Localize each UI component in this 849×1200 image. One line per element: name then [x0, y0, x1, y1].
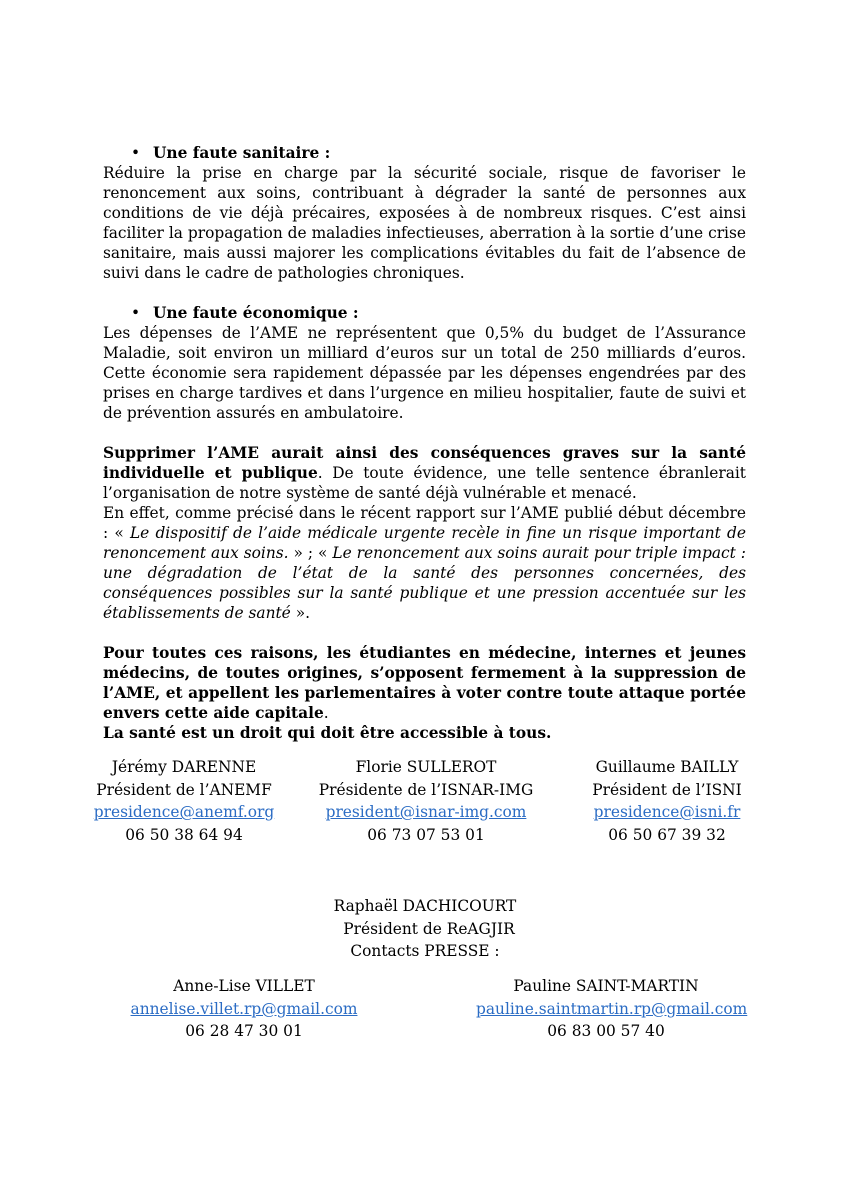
citation-lead: En effet, comme précisé dans le récent rapport sur l’AME publié début décembre : « — [103, 504, 746, 542]
press-contact-saint-martin — [476, 975, 748, 1043]
bullet-icon: • — [131, 144, 141, 162]
heading-text: Une faute sanitaire : — [153, 144, 331, 162]
press-contact-phone: 06 28 47 30 01 — [185, 1022, 303, 1040]
signatory-name: Raphaël DACHICOURT — [333, 897, 517, 915]
signatory-role: Présidente de l’ISNAR-IMG — [318, 780, 534, 799]
signatory-email-link[interactable]: president@isnar-img.com — [325, 803, 527, 821]
heading-faute-sanitaire — [103, 143, 746, 163]
signatory-role: Président de l’ANEMF — [96, 780, 272, 799]
paragraph-consequences — [103, 443, 746, 503]
press-contact-name: Pauline SAINT-MARTIN — [513, 977, 699, 995]
signatory-phone: 06 50 67 39 32 — [608, 825, 726, 844]
consequences-rest: . De toute évidence, une telle sentence ébranlerait l’organisation de notre système de santé déjà vulnérable et menacé. — [103, 464, 746, 502]
citation-separator: » ; « — [288, 544, 333, 562]
signatory-email-link[interactable]: presidence@isni.fr — [593, 803, 741, 821]
press-contact-phone: 06 83 00 57 40 — [547, 1022, 665, 1040]
citation-end: ». — [290, 604, 310, 622]
paragraph-faute-economique: Les dépenses de l’AME ne représentent que 0,5% du budget de l’Assurance Maladie, soit environ un milliard d’euros sur un total de 250 milliards d’euros. Cette économie sera rapidement dépassée par les dépenses engendrées par des prises en charge tardives et dans l’urgence en milieu hospitalier, faute de suivi et de prévention assurés en ambulatoire. — [103, 324, 746, 422]
paragraph-conclusion — [103, 643, 746, 743]
conclusion-bold: Pour toutes ces raisons, les étudiantes en médecine, internes et jeunes médecins, de toutes origines, s’opposent fermement à la suppression de l’AME, et appellent les parlementaires à voter contre toute attaque portée envers cette aide capitale — [103, 644, 746, 722]
conclusion-dot: . — [323, 704, 329, 722]
press-contact-email-link[interactable]: pauline.saintmartin.rp@gmail.com — [476, 999, 748, 1018]
bullet-icon: • — [131, 304, 141, 322]
document-body — [103, 143, 746, 743]
signatory-isnar-img — [306, 756, 546, 846]
signatory-name: Jérémy DARENNE — [111, 758, 257, 776]
signatory-isni — [567, 756, 767, 846]
signatory-phone: 06 50 38 64 94 — [125, 825, 243, 844]
signatory-email-link[interactable]: presidence@anemf.org — [93, 803, 275, 821]
heading-faute-economique — [103, 303, 746, 323]
signatory-role: Président de ReAGJIR — [343, 919, 515, 938]
paragraph-faute-sanitaire: Réduire la prise en charge par la sécurité sociale, risque de favoriser le renoncement aux soins, contribuant à dégrader la santé de personnes aux conditions de vie déjà précaires, exposées à de nombreux risques. C’est ainsi faciliter la propagation de maladies infectieuses, aberration à la sortie d’une crise sanitaire, mais aussi majorer les complications évitables du fait de l’absence de suivi dans le cadre de pathologies chroniques. — [103, 164, 746, 282]
citation-quote-2: Le renoncement aux soins aurait pour triple impact : une dégradation de l’état de la santé des personnes concernées, des conséquences possibles sur la santé publique et une pression accentuée sur les établissements de santé — [103, 544, 746, 622]
press-contact-villet — [124, 975, 364, 1043]
signatory-phone: 06 73 07 53 01 — [367, 825, 485, 844]
heading-text: Une faute économique : — [153, 304, 359, 322]
press-contacts-label: Contacts PRESSE : — [350, 942, 500, 960]
signatory-name: Guillaume BAILLY — [595, 758, 739, 776]
conclusion-final: La santé est un droit qui doit être accessible à tous. — [103, 724, 552, 742]
signatory-reagjir — [300, 895, 550, 963]
signatory-anemf — [84, 756, 284, 846]
press-contact-email-link[interactable]: annelise.villet.rp@gmail.com — [130, 999, 358, 1018]
signatory-name: Florie SULLEROT — [355, 758, 497, 776]
citation-quote-1: Le dispositif de l’aide médicale urgente recèle in fine un risque important de renoncement aux soins. — [103, 524, 746, 562]
consequences-bold-lead: Supprimer l’AME aurait ainsi des conséquences graves sur la santé individuelle et publique — [103, 444, 746, 482]
paragraph-rapport-citation — [103, 503, 746, 623]
press-contact-name: Anne-Lise VILLET — [173, 977, 315, 995]
signatory-role: Président de l’ISNI — [592, 780, 742, 799]
